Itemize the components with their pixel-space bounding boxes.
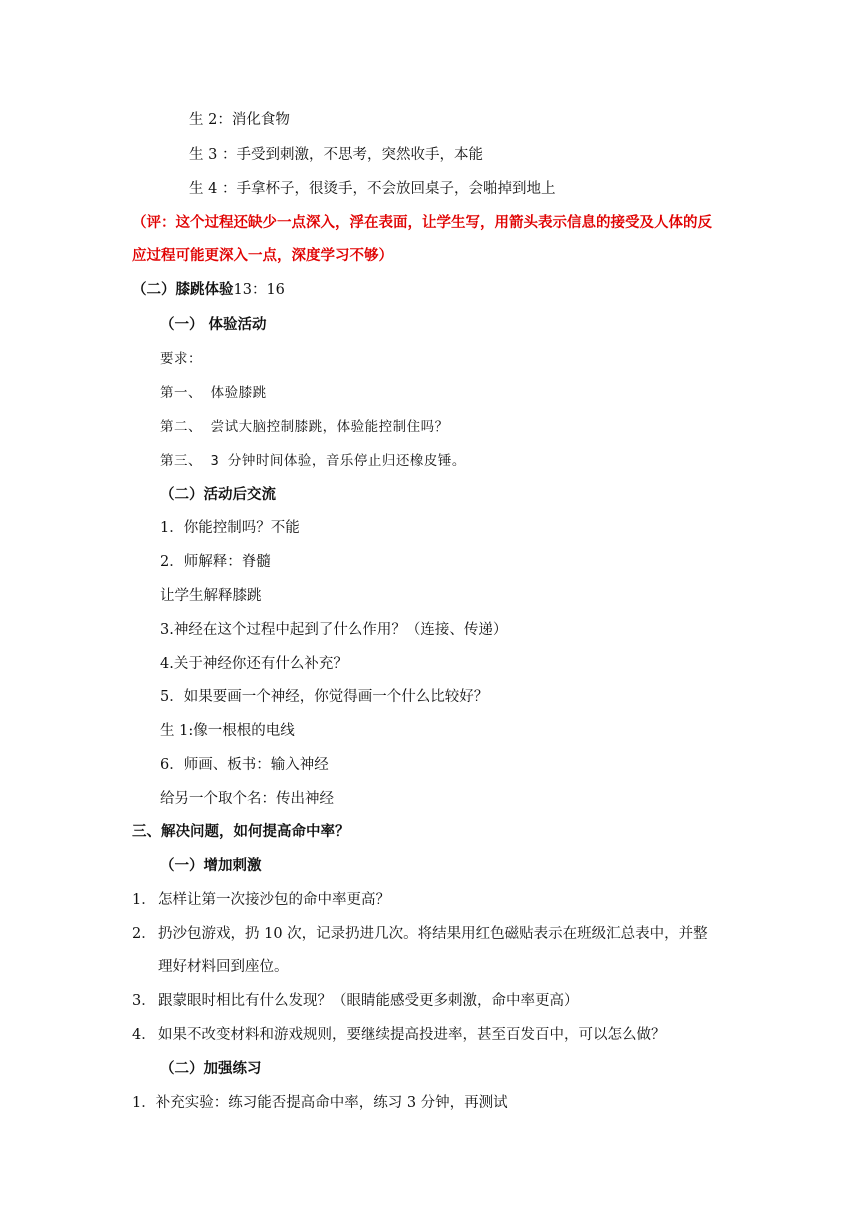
list-item-text: 怎样让第一次接沙包的命中率更高？ — [158, 892, 390, 908]
list-item-text: 理好材料回到座位。 — [158, 959, 289, 975]
requirements-label: 要求： — [160, 351, 202, 367]
discussion-line-2: 2．师解释：脊髓 — [160, 554, 271, 570]
section-2-heading-title: （二）膝跳体验 — [132, 281, 234, 298]
requirement-item-2: 第二、 尝试大脑控制膝跳，体验能控制住吗？ — [160, 419, 449, 435]
discussion-line-9: 给另一个取个名：传出神经 — [160, 791, 334, 807]
discussion-line-3: 让学生解释膝跳 — [160, 588, 262, 604]
dialogue-line-1: 生 2：消化食物 — [189, 112, 290, 128]
section-3-heading: 三、解决问题，如何提高命中率？ — [132, 823, 350, 840]
teacher-comment-line-1: （评：这个过程还缺少一点深入，浮在表面，让学生写，用箭头表示信息的接受及人体的反 — [132, 214, 712, 231]
discussion-line-1: 1．你能控制吗？不能 — [160, 520, 300, 536]
list-item — [132, 890, 390, 910]
section-2-sub-2: （二）活动后交流 — [160, 486, 276, 503]
dialogue-line-3: 生 4 ：手拿杯子，很烫手，不会放回桌子，会啪掉到地上 — [189, 181, 556, 197]
section-3-sub-1: （一）增加刺激 — [160, 857, 262, 874]
list-item-number: 1． — [132, 892, 156, 908]
discussion-line-4: 3.神经在这个过程中起到了什么作用？（连接、传递） — [160, 622, 508, 638]
dialogue-line-2: 生 3 ：手受到刺激，不思考，突然收手，本能 — [189, 147, 483, 163]
list-item-continuation — [132, 957, 289, 977]
discussion-line-5: 4.关于神经你还有什么补充？ — [160, 656, 348, 672]
requirement-item-3: 第三、 3 分钟时间体验，音乐停止归还橡皮锤。 — [160, 453, 466, 469]
discussion-line-7: 生 1:像一根根的电线 — [160, 723, 295, 739]
list-item-text: 如果不改变材料和游戏规则，要继续提高投进率，甚至百发百中，可以怎么做？ — [158, 1027, 666, 1043]
list-item — [132, 991, 579, 1011]
list-item-number: 2． — [132, 926, 156, 942]
section-2-heading-time: 13：16 — [233, 282, 285, 298]
list-item-text: 跟蒙眼时相比有什么发现？（眼睛能感受更多刺激，命中率更高） — [158, 993, 579, 1009]
list-item — [132, 1025, 666, 1045]
discussion-line-8: 6．师画、板书：输入神经 — [160, 757, 329, 773]
list-item-number: 3． — [132, 993, 156, 1009]
final-line: 1．补充实验：练习能否提高命中率，练习 3 分钟，再测试 — [132, 1095, 508, 1111]
requirement-item-1: 第一、 体验膝跳 — [160, 385, 267, 401]
list-item — [132, 924, 708, 944]
section-3-sub-2: （二）加强练习 — [160, 1060, 262, 1077]
list-item-number: 4． — [132, 1027, 156, 1043]
discussion-line-6: 5．如果要画一个神经，你觉得画一个什么比较好？ — [160, 689, 489, 705]
section-2-heading — [132, 280, 285, 300]
section-2-sub-1: （一） 体验活动 — [160, 316, 267, 333]
teacher-comment-line-2: 应过程可能更深入一点，深度学习不够） — [132, 247, 393, 264]
list-item-text: 扔沙包游戏，扔 10 次，记录扔进几次。将结果用红色磁贴表示在班级汇总表中，并整 — [158, 926, 708, 942]
